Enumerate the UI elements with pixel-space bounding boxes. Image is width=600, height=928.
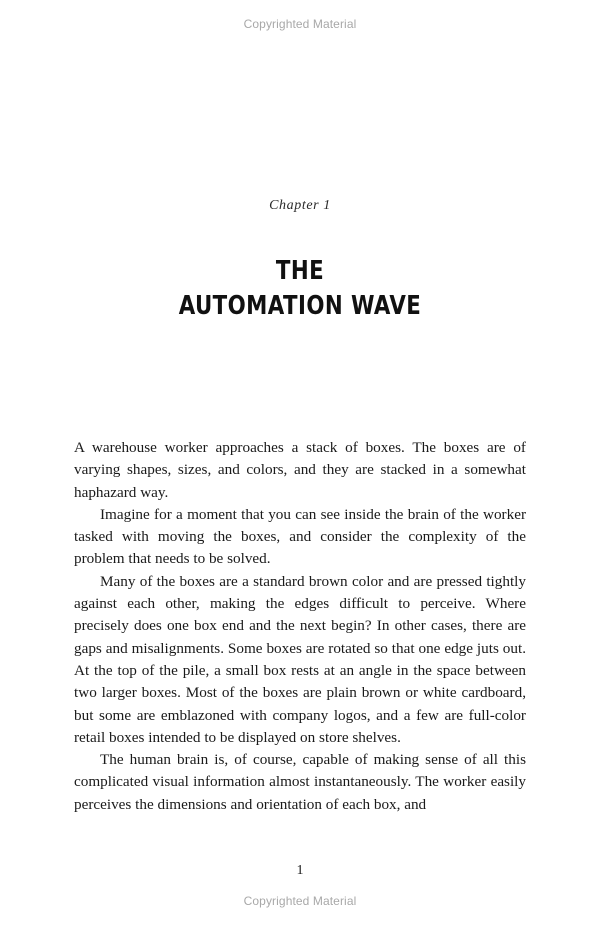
body-text — [74, 437, 526, 816]
paragraph: Imagine for a moment that you can see inside the brain of the worker tasked with moving the boxes, and consider the complexity of the problem that needs to be solved. — [74, 505, 526, 568]
chapter-title — [0, 254, 600, 324]
chapter-label: Chapter 1 — [269, 198, 331, 213]
copyright-watermark-top: Copyrighted Material — [243, 17, 357, 31]
paragraph: A warehouse worker approaches a stack of boxes. The boxes are of varying shapes, sizes, and colors, and they are stacked in a somewhat haphazard way. — [74, 439, 526, 501]
paragraph: The human brain is, of course, capable of making sense of all this complicated visual information almost instantaneously. The worker easily perceives the dimensions and orientation of each box, and — [74, 751, 526, 813]
paragraph: Many of the boxes are a standard brown color and are pressed tightly against each other, making the edges difficult to perceive. Where precisely does one box end and the next begin? In other cases, there are gaps and misalignments. Some boxes are rotated so that one edge juts out. At the top of the pile, a small box rests at an angle in the space between two larger boxes. Most of the boxes are plain brown or white cardboard, but some are emblazoned with company logos, and a few are full-color retail boxes intended to be displayed on store shelves. — [74, 572, 526, 746]
page-number: 1 — [296, 863, 304, 878]
chapter-title-line-2: AUTOMATION WAVE — [178, 291, 422, 321]
chapter-title-line-1: THE — [275, 256, 325, 286]
copyright-watermark-bottom: Copyrighted Material — [243, 894, 357, 908]
